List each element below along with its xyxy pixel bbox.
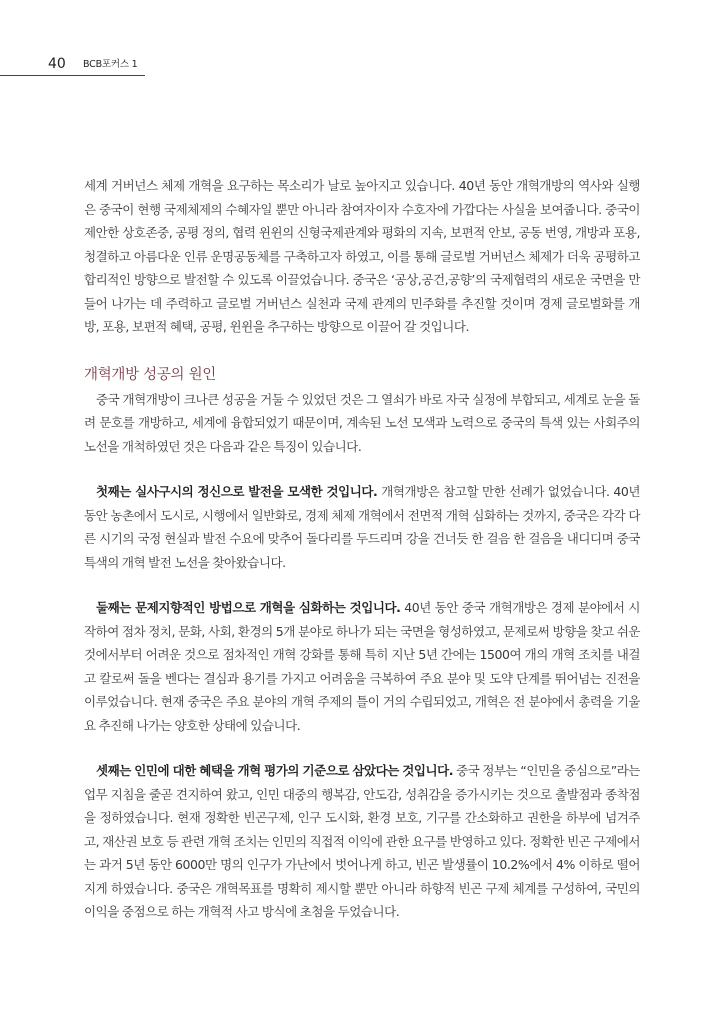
intro-paragraph: 세계 거버넌스 체제 개혁을 요구하는 목소리가 날로 높아지고 있습니다. 40년 동안 개혁개방의 역사와 실행은 중국이 현행 국제체제의 수혜자일 뿐만 아니라 참여자이자 수호자에 가깝다는 사실을 보여줍니다. 중국이 제안한 상호존중, 공평 정의, 협력 윈윈의 신형국제관계와 평화의 지속, 보편적 안보, 공동 번영, 개방과 포용, 청결하고 아름다운 인류 운명공동체를 구축하고자 하였고, 이를 통해 글로벌 거버넌스 체제가 더욱 공평하고 합리적인 방향으로 발전할 수 있도록 이끌었습니다. 중국은 ‘공상,공건,공향’의 국제협력의 새로운 국면을 만들어 나가는 데 주력하고 글로벌 거버넌스 실천과 국제 관계의 민주화를 추진할 것이며 경제 글로벌화를 개방, 포용, 보편적 혜택, 공평, 윈윈을 추구하는 방향으로 이끌어 갈 것입니다. [84,178,640,334]
point-paragraph-3 [84,759,640,924]
point-lead-3: 셋째는 인민에 대한 혜택을 개혁 평가의 기준으로 삼았다는 것입니다. [96,763,454,778]
point-paragraph-2 [84,596,640,737]
page-number: 40 [48,56,66,72]
point-body-1: 개혁개방은 참고할 만한 선례가 없었습니다. 40년 동안 농촌에서 도시로, 시행에서 일반화로, 경제 체제 개혁에서 전면적 개혁 심화하는 것까지, 중국은 각각 다른 시기의 국정 현실과 발전 수요에 맞추어 돌다리를 두드리며 강을 건너듯 한 걸음 한 걸음을 내디디며 중국 특색의 개혁 발전 노선을 찾아왔습니다. [84,484,640,570]
section-intro-paragraph: 중국 개혁개방이 크나큰 성공을 거둘 수 있었던 것은 그 열쇠가 바로 자국 실정에 부합되고, 세계로 눈을 돌려 문호를 개방하고, 세계에 융합되었기 때문이며, 계속된 노선 모색과 노력으로 중국의 특색 있는 사회주의 노선을 개척하였던 것은 다음과 같은 특징이 있습니다. [84,391,640,454]
running-head: BCB포커스 1 [83,59,138,70]
point-lead-2: 둘째는 문제지향적인 방법으로 개혁을 심화하는 것입니다. [96,600,401,615]
point-lead-1: 첫째는 실사구시의 정신으로 발전을 모색한 것입니다. [96,484,378,499]
point-body-2: 40년 동안 중국 개혁개방은 경제 분야에서 시작하여 점차 정치, 문화, 사회, 환경의 5개 분야로 하나가 되는 국면을 형성하였고, 문제로써 방향을 찾고 쉬운 것에서부터 어려운 것으로 점차적인 개혁 강화를 통해 특히 지난 5년 간에는 1500여 개의 개혁 조치를 내걸고 칼로써 돌을 벤다는 결심과 용기를 가지고 어려움을 극복하여 주요 분야 및 도약 단계를 뛰어넘는 진전을 이루었습니다. 현재 중국은 주요 분야의 개혁 주제의 틀이 거의 수립되었고, 개혁은 전 분야에서 총력을 기울요 추진해 나가는 양호한 상태에 있습니다. [84,600,641,733]
article-body [84,174,640,924]
point-body-3: 중국 정부는 “인민을 중심으로”라는 업무 지침을 줄곧 견지하여 왔고, 인민 대중의 행복감, 안도감, 성취감을 증가시키는 것으로 출발점과 종착점을 정하였습니다. 현재 정확한 빈곤구제, 인구 도시화, 환경 보호, 기구를 간소화하고 권한을 하부에 넘겨주고, 재산권 보호 등 관련 개혁 조치는 인민의 직접적 이익에 관한 요구를 반영하고 있다. 정확한 빈곤 구제에서는 과거 5년 동안 6000만 명의 인구가 가난에서 벗어나게 하고, 빈곤 발생률이 10.2%에서 4% 이하로 떨어지게 하였습니다. 중국은 개혁목표를 명확히 제시할 뿐만 아니라 하향적 빈곤 구제 체계를 구성하여, 국민의 이익을 중점으로 하는 개혁적 사고 방식에 초첨을 두었습니다. [84,763,641,919]
section-heading: 개혁개방 성공의 원인 [84,366,216,383]
header-rule [0,75,145,76]
page-header [0,0,717,80]
point-paragraph-1 [84,480,640,574]
